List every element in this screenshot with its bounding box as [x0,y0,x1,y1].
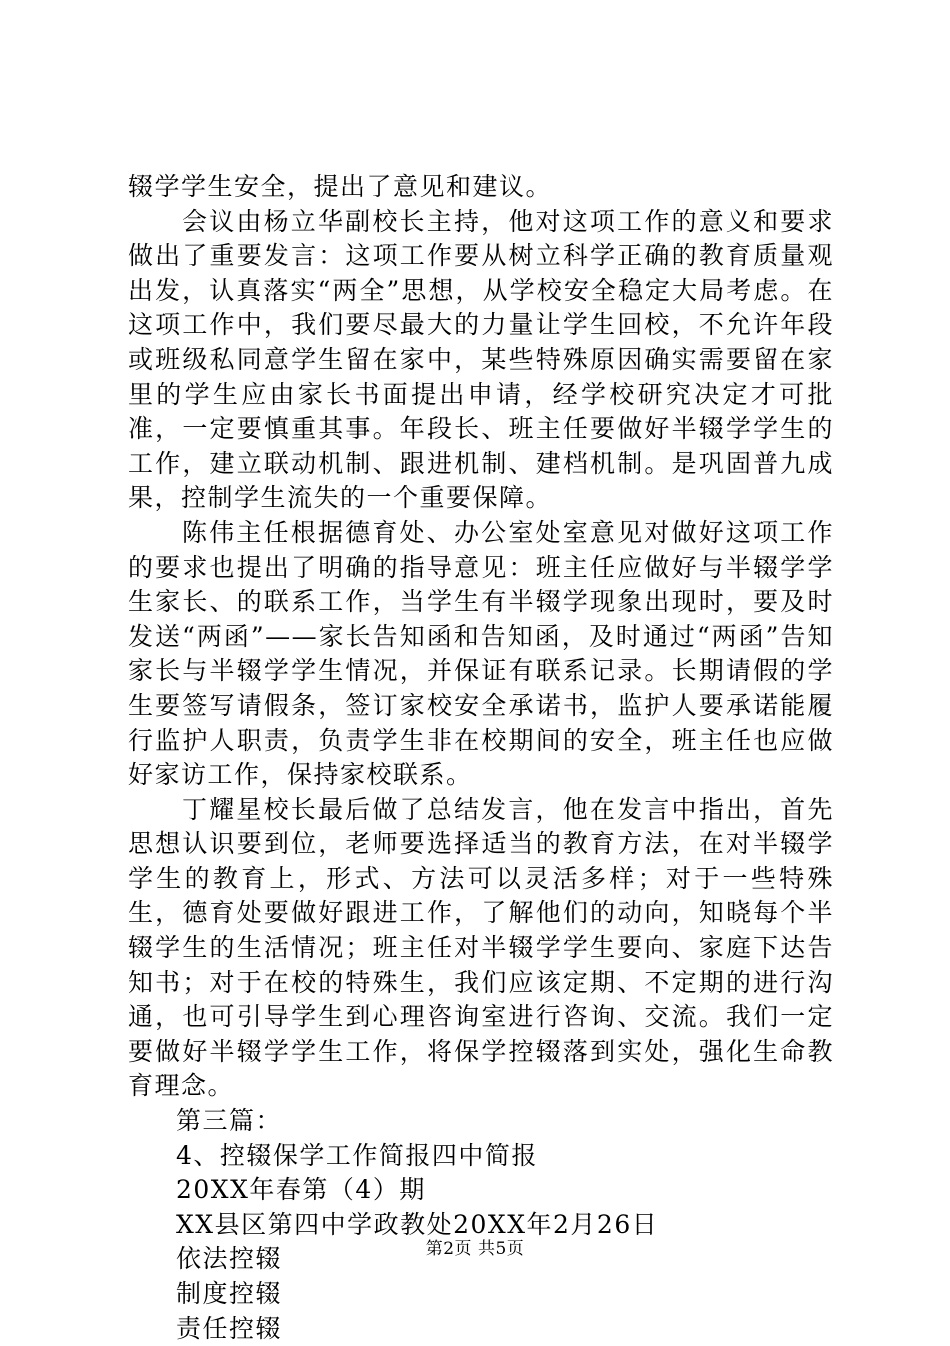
page-number: 第2页 共5页 [425,1239,525,1259]
bulletin-title: 4、控辍保学工作简报四中简报 [176,1140,538,1170]
section-heading: 第三篇： [176,1106,283,1136]
topic-line: 制度控辍 [176,1279,283,1308]
page-footer [0,1238,950,1260]
document-body [128,170,834,1346]
bulletin-publisher-date: XX县区第四中学政教处20XX年2月26日 [176,1209,659,1239]
topic-line: 依法控辍 [176,1244,283,1274]
topic-line: 责任控辍 [176,1313,283,1343]
paragraph-director-guidance: 陈伟主任根据德育处、办公室处室意见对做好这项工作的要求也提出了明确的指导意见：班主任应做好与半辍学学生家长、的联系工作，当学生有半辍学现象出现时，要及时发送“两函”——家长告知函和告知函，及时通过“两函”告知家长与半辍学学生情况，并保证有联系记录。长期请假的学生要签写请假条，签订家校安全承诺书，监护人要承诺能履行监护人职责，负责学生非在校期间的安全，班主任也应做好家访工作，保持家校联系。 [128,517,834,790]
paragraph-principal-summary: 丁耀星校长最后做了总结发言，他在发言中指出，首先思想认识要到位，老师要选择适当的教育方法，在对半辍学学生的教育上，形式、方法可以灵活多样；对于一些特殊生，德育处要做好跟进工作，了解他们的动向，知晓每个半辍学生的生活情况；班主任对半辍学学生要向、家庭下达告知书；对于在校的特殊生，我们应该定期、不定期的进行沟通，也可引导学生到心理咨询室进行咨询、交流。我们一定要做好半辍学学生工作，将保学控辍落到实处，强化生命教育理念。 [128,794,834,1101]
paragraph-meeting-host: 会议由杨立华副校长主持，他对这项工作的意义和要求做出了重要发言：这项工作要从树立科学正确的教育质量观出发，认真落实“两全”思想，从学校安全稳定大局考虑。在这项工作中，我们要尽最大的力量让学生回校，不允许年段或班级私同意学生留在家中，某些特殊原因确实需要留在家里的学生应由家长书面提出申请，经学校研究决定才可批准，一定要慎重其事。年段长、班主任要做好半辍学学生的工作，建立联动机制、跟进机制、建档机制。是巩固普九成果，控制学生流失的一个重要保障。 [128,206,834,513]
paragraph-continuation: 辍学学生安全，提出了意见和建议。 [128,172,553,201]
bulletin-issue: 20XX年春第（4）期 [176,1175,426,1205]
